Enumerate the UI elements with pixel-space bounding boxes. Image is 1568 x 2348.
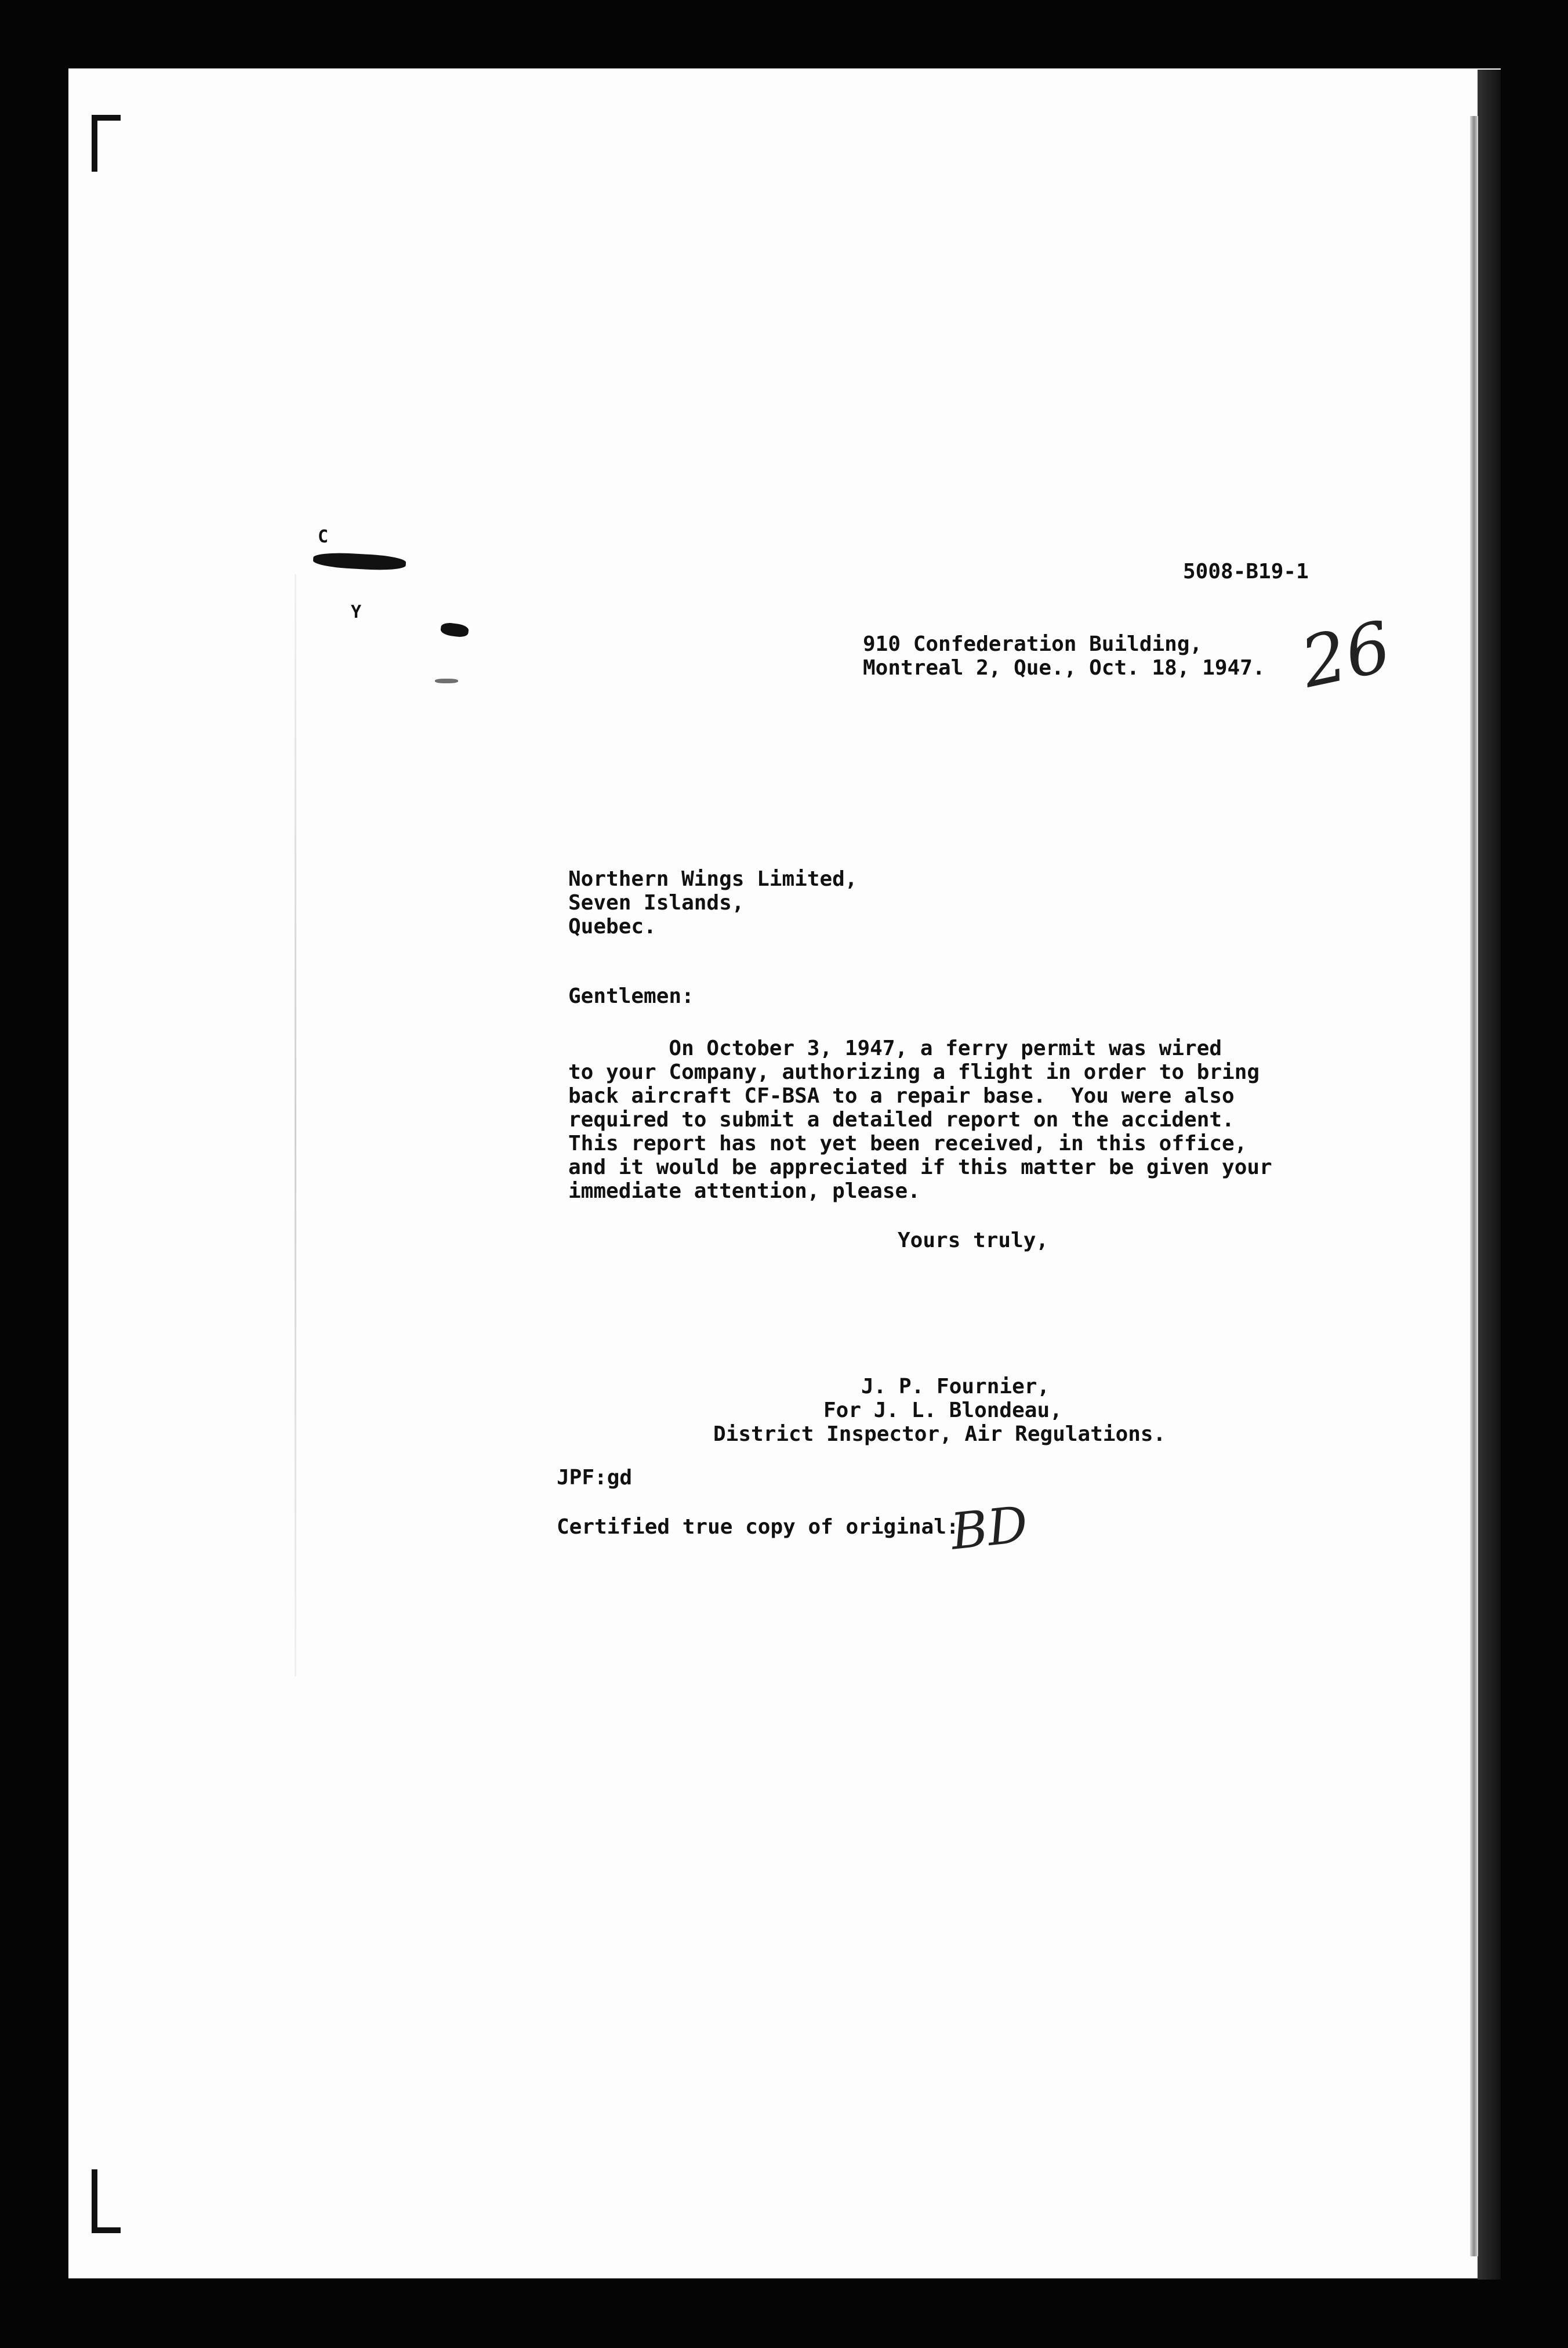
body-line: This report has not yet been received, in this office, (568, 1132, 1247, 1155)
body-line: to your Company, authorizing a flight in order to bring (568, 1060, 1260, 1084)
signature-for: For J. L. Blondeau, (823, 1398, 1062, 1422)
body-line: back aircraft CF-BSA to a repair base. You were also (568, 1084, 1235, 1108)
mark-y: Y (351, 602, 362, 622)
sender-address-line-1: 910 Confederation Building, (863, 632, 1203, 656)
signature-title: District Inspector, Air Regulations. (713, 1422, 1166, 1446)
page-edge-line (1470, 116, 1478, 2256)
body-line: On October 3, 1947, a ferry permit was wired (568, 1037, 1222, 1060)
body-line: immediate attention, please. (568, 1179, 920, 1203)
handwritten-page-number: 26 (1294, 606, 1398, 704)
crop-mark-bottom-left (92, 2169, 121, 2233)
file-number: 5008-B19-1 (1183, 560, 1309, 584)
salutation: Gentlemen: (568, 984, 694, 1008)
recipient-line-3: Quebec. (568, 915, 656, 939)
body-line: required to submit a detailed report on the accident. (568, 1108, 1235, 1132)
scan-edge-shadow (1478, 70, 1501, 2280)
recipient-line-2: Seven Islands, (568, 891, 745, 915)
reference-initials: JPF:gd (557, 1466, 633, 1490)
certification-text: Certified true copy of original: (557, 1515, 959, 1539)
sender-address-line-2: Montreal 2, Que., Oct. 18, 1947. (863, 656, 1265, 680)
mark-c: C (318, 527, 329, 547)
closing: Yours truly, (898, 1229, 1049, 1252)
signature-name: J. P. Fournier, (861, 1375, 1050, 1398)
crop-mark-top-left (92, 115, 121, 172)
body-line: and it would be appreciated if this matter be given your (568, 1155, 1272, 1179)
recipient-line-1: Northern Wings Limited, (568, 867, 858, 891)
ink-smudge (435, 679, 458, 683)
fold-line (295, 574, 296, 1676)
certification-initials: BD (948, 1495, 1031, 1561)
